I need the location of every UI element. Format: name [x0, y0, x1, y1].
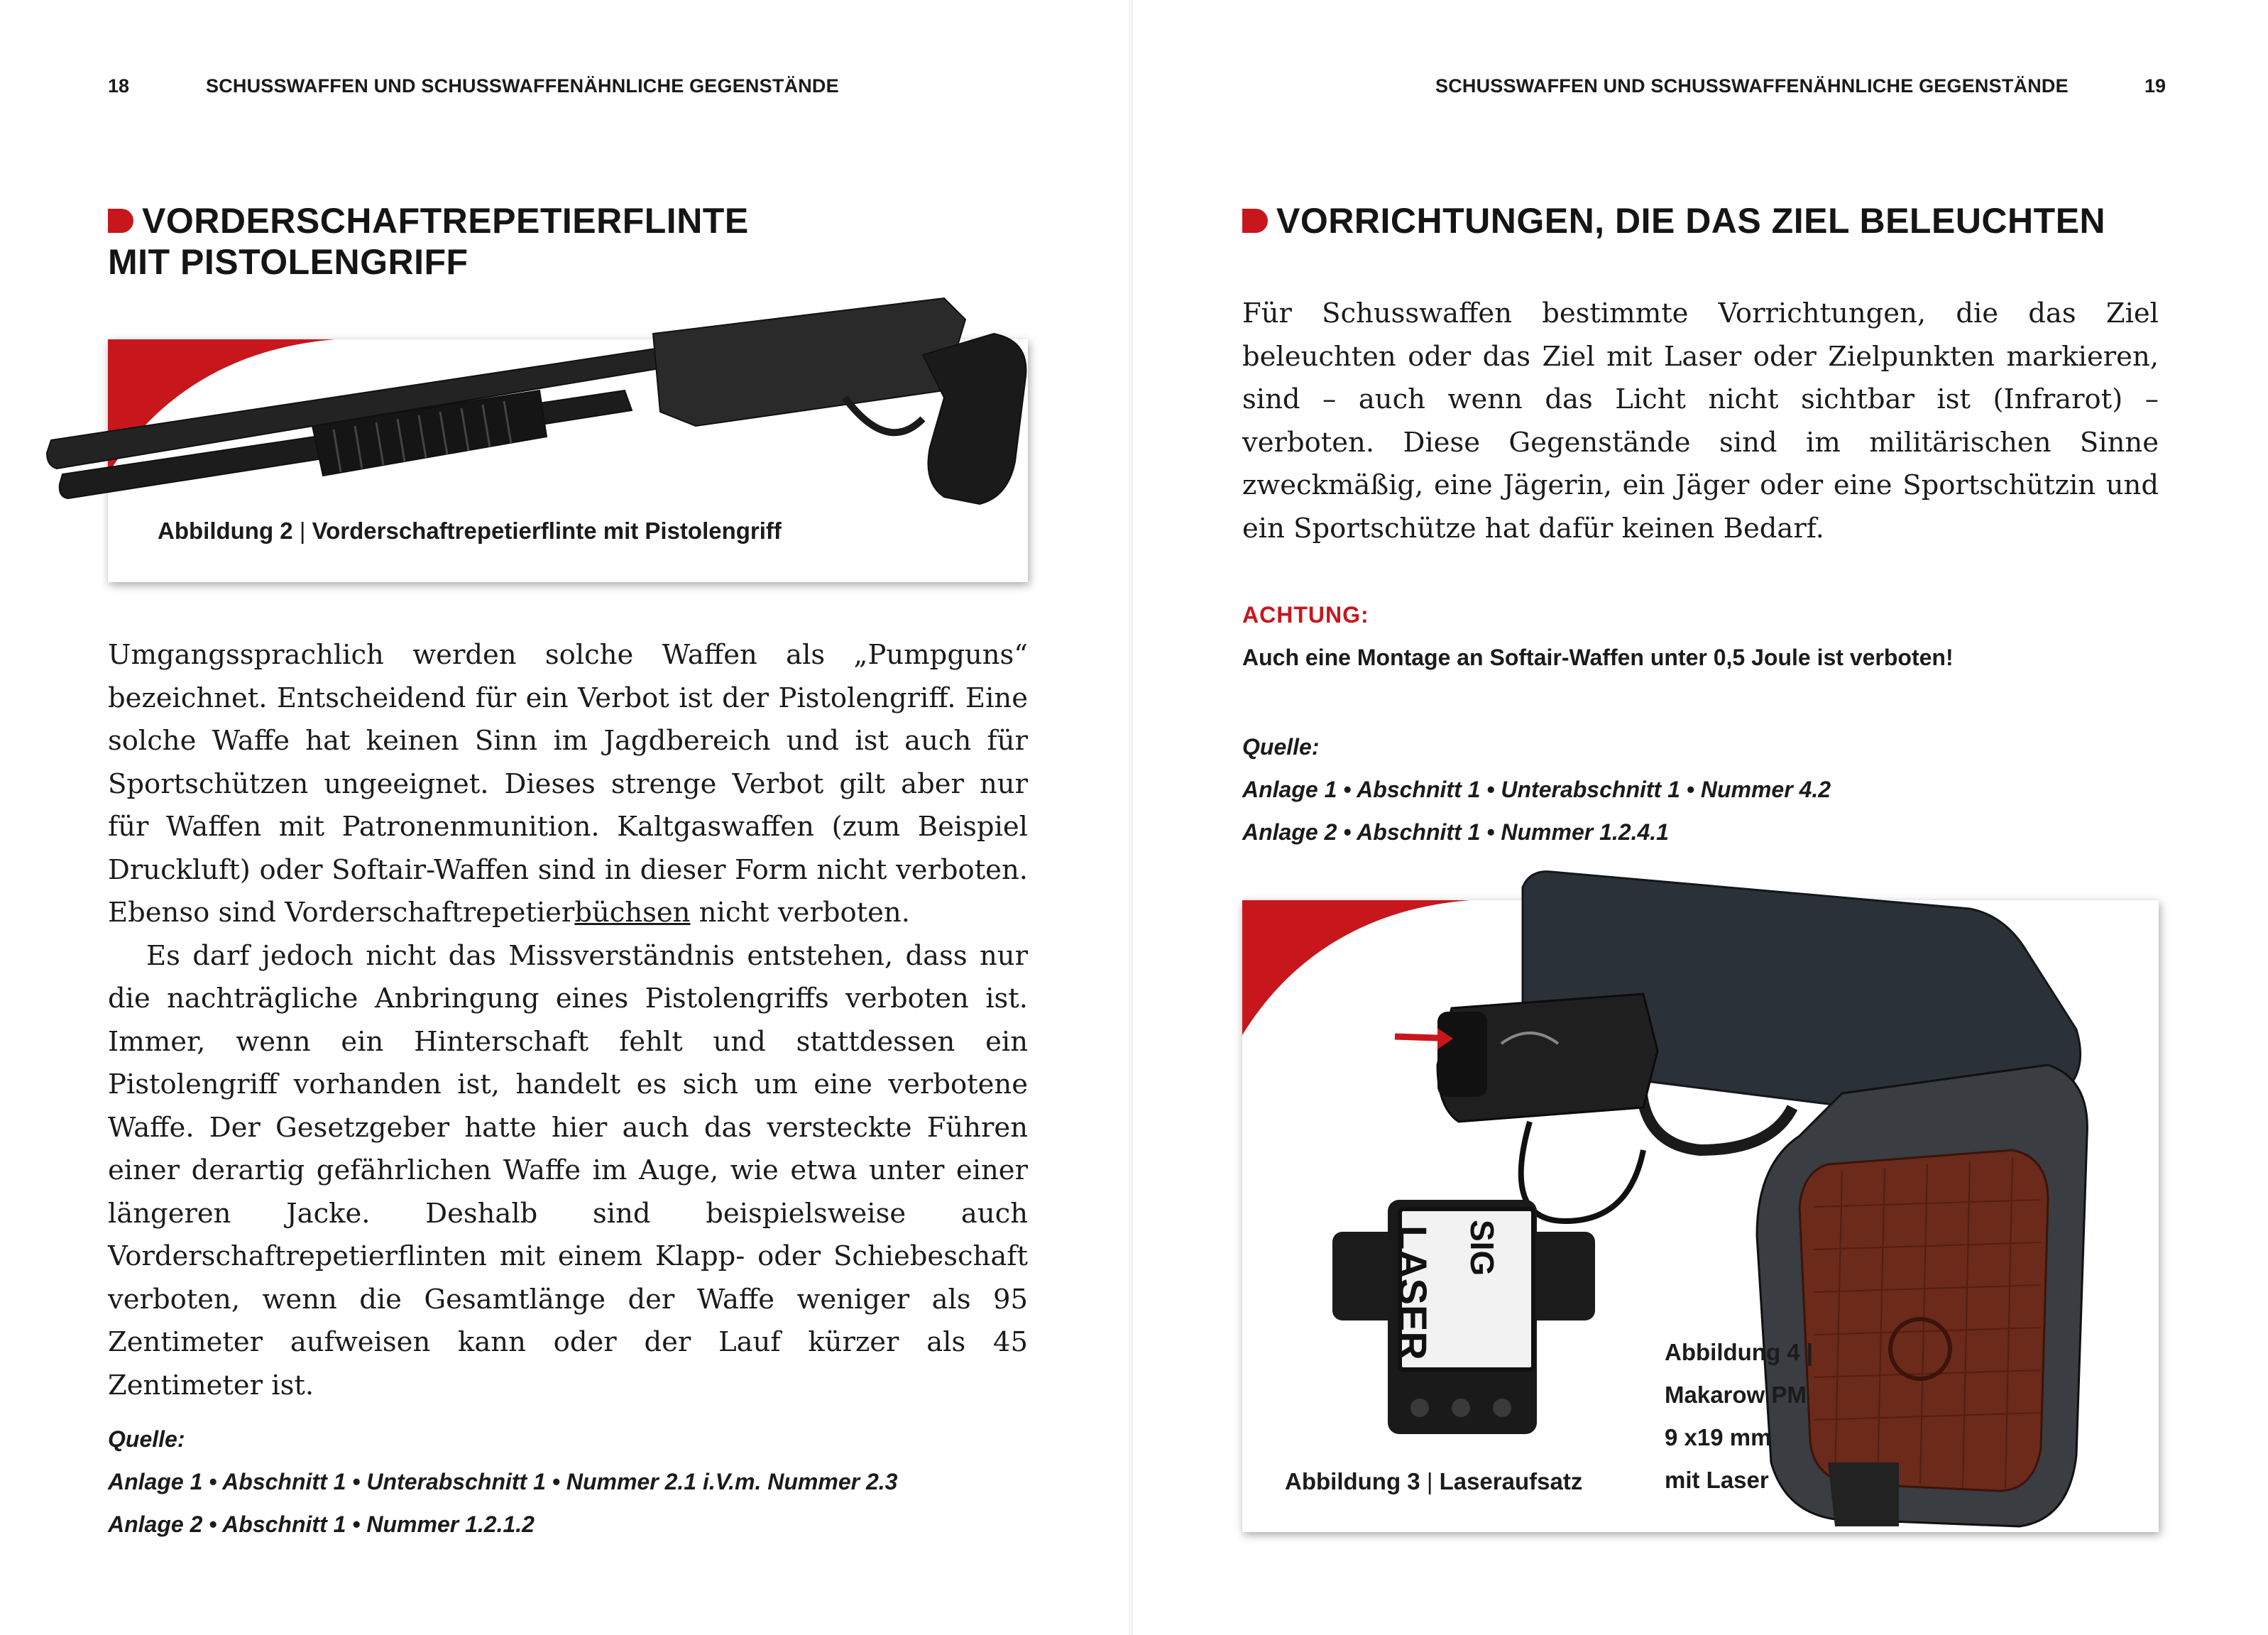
pointer-arrow-icon [1395, 1037, 1437, 1038]
body-text [108, 634, 1028, 1407]
heading-marker-icon [108, 209, 133, 233]
source-line: Anlage 1 • Abschnitt 1 • Unterabschnitt 1 • Nummer 4.2 [1242, 777, 1831, 802]
warning-label: ACHTUNG: [1242, 602, 1369, 628]
figure3-caption: Abbildung 3 | Laseraufsatz [1285, 1468, 1583, 1494]
laser-attachment-image [1332, 1200, 1595, 1434]
shotgun-image [0, 291, 1065, 504]
figure4-caption: Abbildung 4 | Makarow PM 9 x19 mm mit Laser [1665, 1339, 1814, 1493]
section-heading: VORDERSCHAFTREPETIERFLINTE MIT PISTOLENGRIFF [108, 201, 749, 282]
page-number: 19 [2144, 75, 2166, 97]
paragraph-1: Umgangssprachlich werden solche Waffen als „Pumpguns“ bezeichnet. Entscheidend für ein Verbot ist der Pistolengriff. Eine solche Waffe hat keinen Sinn im Jagdbereich und ist auch für Sportschützen ungeeignet. Dieses strenge Verbot gilt aber nur für Waffen mit Patronenmunition. Kaltgaswaffen (zum Beispiel Druckluft) oder Softair-Waffen sind in dieser Form nicht verboten. Ebenso sind Vorderschaftrepetierbüchsen nicht verboten. [108, 639, 1028, 929]
running-head: SCHUSSWAFFEN UND SCHUSSWAFFENÄHNLICHE GEGENSTÄNDE [206, 75, 839, 97]
running-head: SCHUSSWAFFEN UND SCHUSSWAFFENÄHNLICHE GEGENSTÄNDE [1435, 75, 2069, 97]
source-block [108, 1418, 897, 1546]
page-number: 18 [108, 75, 130, 97]
section-heading: VORRICHTUNGEN, DIE DAS ZIEL BELEUCHTEN [1242, 200, 2105, 241]
figure-caption: Abbildung 2 | Vorderschaftrepetierflinte mit Pistolengriff [158, 518, 782, 544]
source-label: Quelle: [108, 1426, 185, 1452]
figure-corner-accent [1242, 900, 1469, 1035]
laser-label: LASER [1391, 1225, 1435, 1360]
left-page [0, 0, 1132, 1635]
right-page [1132, 0, 2264, 1635]
source-line: Anlage 2 • Abschnitt 1 • Nummer 1.2.4.1 [1242, 819, 1669, 845]
source-line: Anlage 2 • Abschnitt 1 • Nummer 1.2.1.2 [108, 1511, 535, 1537]
pistol-image [1132, 0, 2268, 781]
laser-label-2: SIG [1464, 1220, 1501, 1276]
warning-text: Auch eine Montage an Softair-Waffen unter 0,5 Joule ist verboten! [1242, 645, 1954, 670]
paragraph-2: Es darf jedoch nicht das Missverständnis entstehen, dass nur die nachträgliche Anbringung eines Pistolengriffs verboten ist. Immer, wenn ein Hinterschaft fehlt und stattdessen ein Pistolengriff vorhanden ist, handelt es sich um eine verbotene Waffe. Der Gesetzgeber hatte hier auch das versteckte Führen einer derartig gefährlichen Waffe im Auge, wie etwa unter einer längeren Jacke. Deshalb sind beispielsweise auch Vorderschaftrepetierflinten mit einem Klapp- oder Schiebeschaft verboten, wenn die Gesamtlänge der Waffe weniger als 95 Zentimeter aufweisen kann oder der Lauf kürzer als 45 Zentimeter ist. [108, 939, 1028, 1401]
source-label: Quelle: [1242, 734, 1320, 760]
source-line: Anlage 1 • Abschnitt 1 • Unterabschnitt 1 • Nummer 2.1 i.V.m. Nummer 2.3 [108, 1469, 898, 1494]
paragraph: Für Schusswaffen bestimmte Vorrichtungen, die das Ziel beleuchten oder das Ziel mit Laser oder Zielpunkten markieren, sind – auch wenn das Licht nicht sichtbar ist (Infrarot) – verboten. Diese Gegenstände sind im militärischen Sinne zweckmäßig, eine Jägerin, ein Jäger oder eine Sportschützin und ein Sportschütze hat dafür keinen Bedarf. [1242, 297, 2159, 545]
